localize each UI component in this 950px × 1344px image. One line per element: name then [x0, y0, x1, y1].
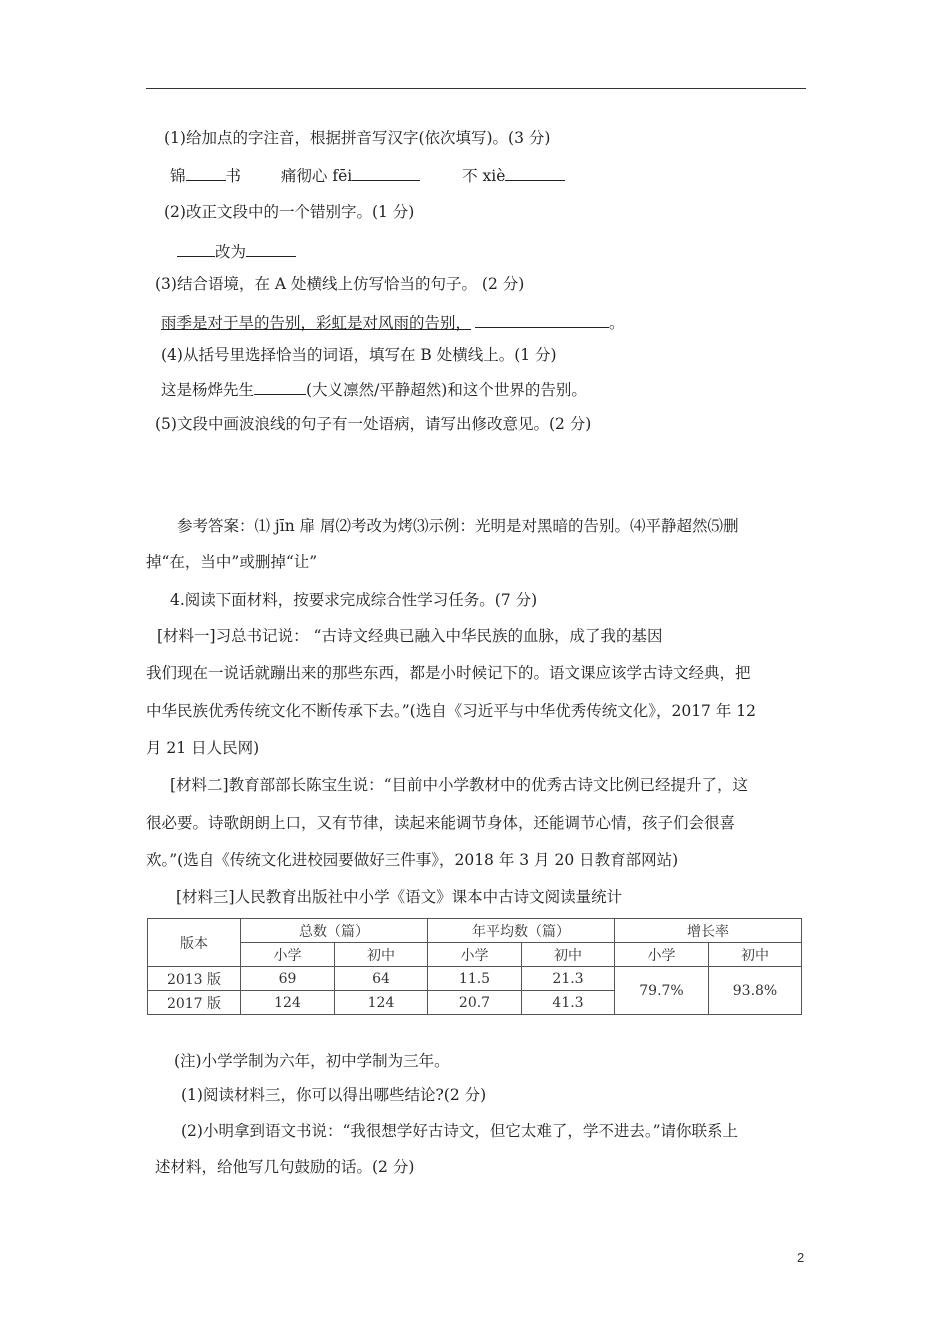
sentence-end: 。: [609, 314, 625, 332]
sub-junior: 初中: [335, 943, 428, 967]
header-growth: 增长率: [615, 919, 802, 943]
cell-total-primary: 124: [241, 991, 335, 1015]
header-average: 年平均数（篇）: [428, 919, 615, 943]
underlined-sentence: 雨季是对于旱的告别，彩虹是对风雨的告别，: [161, 314, 472, 332]
sub-primary: 小学: [241, 943, 335, 967]
answer-key-line2: 掉“在，当中”或删掉“让”: [146, 553, 318, 571]
sub-junior: 初中: [522, 943, 615, 967]
header-version: 版本: [148, 919, 241, 967]
table-note: (注)小学学制为六年，初中学制为三年。: [174, 1052, 450, 1070]
cell-growth-primary: 79.7%: [615, 967, 709, 1015]
q3-part3: (3)结合语境，在 A 处横线上仿写恰当的句子。 (2 分): [155, 275, 525, 293]
q3-part2: (2)改正文段中的一个错别字。(1 分): [164, 203, 415, 221]
q4-sub2-line1: (2)小明拿到语文书说：“我很想学好古诗文，但它太难了，学不进去。”请你联系上: [181, 1122, 739, 1140]
answer-key-line1: 参考答案：⑴ jīn 扉 屑⑵考改为烤⑶示例：光明是对黑暗的告别。⑷平静超然⑸删: [177, 517, 739, 535]
cell-growth-junior: 93.8%: [709, 967, 802, 1015]
part4-suffix: (大义凛然/平静超然)和这个世界的告别。: [306, 381, 587, 399]
cell-total-primary: 69: [241, 967, 335, 991]
material2-line2: 很必要。诗歌朗朗上口，又有节律，读起来能调节身体，还能调节心情，孩子们会很喜: [146, 814, 736, 832]
q3-part5: (5)文段中画波浪线的句子有一处语病，请写出修改意见。(2 分): [155, 415, 592, 433]
material1-line1: [材料一]习总书记说： “古诗文经典已融入中华民族的血脉，成了我的基因: [157, 627, 663, 645]
blank3-prefix: 不 xiè: [462, 167, 506, 185]
cell-total-junior: 64: [335, 967, 428, 991]
q4-sub2-line2: 述材料，给他写几句鼓励的话。(2 分): [155, 1158, 415, 1176]
q3-part4: (4)从括号里选择恰当的词语，填写在 B 处横线上。(1 分): [161, 346, 557, 364]
q3-part2-blanks: [177, 240, 296, 262]
answer-blank[interactable]: [505, 164, 565, 181]
page-number: 2: [797, 1250, 805, 1265]
cell-avg-junior: 21.3: [522, 967, 615, 991]
answer-blank[interactable]: [475, 311, 609, 328]
cell-avg-primary: 20.7: [428, 991, 522, 1015]
part4-prefix: 这是杨烨先生: [161, 381, 255, 399]
material2-line3: 欢。”(选自《传统文化进校园要做好三件事》，2018 年 3 月 20 日教育部网站): [146, 851, 679, 869]
sub-primary: 小学: [428, 943, 522, 967]
material3-title: [材料三]人民教育出版社中小学《语文》课本中古诗文阅读量统计: [176, 888, 623, 906]
sub-primary: 小学: [615, 943, 709, 967]
answer-blank[interactable]: [254, 378, 306, 395]
cell-avg-primary: 11.5: [428, 967, 522, 991]
blank2-prefix: 痛彻心 fēi: [280, 167, 353, 185]
header-rule: [146, 88, 806, 89]
q3-part3-sentence: [161, 311, 625, 333]
q4-sub1: (1)阅读材料三，你可以得出哪些结论?(2 分): [181, 1086, 487, 1104]
answer-blank[interactable]: [352, 164, 420, 181]
sub-junior: 初中: [709, 943, 802, 967]
q4-title: 4.阅读下面材料，按要求完成综合性学习任务。(7 分): [170, 591, 538, 609]
cell-version: 2017 版: [148, 991, 241, 1015]
material1-line4: 月 21 日人民网): [146, 739, 260, 757]
material1-line3: 中华民族优秀传统文化不断传承下去。”(选自《习近平与中华优秀传统文化》，2017 年 12: [146, 702, 756, 720]
answer-blank[interactable]: [177, 240, 215, 257]
q3-part1-blanks: [170, 164, 565, 186]
table-row: [148, 967, 802, 991]
blank-mid: 改为: [215, 243, 247, 261]
q3-part1: (1)给加点的字注音，根据拼音写汉字(依次填写)。(3 分): [164, 129, 551, 147]
cell-version: 2013 版: [148, 967, 241, 991]
answer-blank[interactable]: [186, 164, 226, 181]
header-total: 总数（篇）: [241, 919, 428, 943]
answer-blank[interactable]: [246, 240, 296, 257]
reading-stats-table: [147, 918, 802, 1015]
q3-part4-sentence: [161, 378, 587, 400]
blank1-prefix: 锦: [170, 167, 186, 185]
cell-total-junior: 124: [335, 991, 428, 1015]
material2-line1: [材料二]教育部部长陈宝生说：“目前中小学教材中的优秀古诗文比例已经提升了，这: [170, 776, 749, 794]
cell-avg-junior: 41.3: [522, 991, 615, 1015]
blank1-suffix: 书: [225, 167, 242, 185]
material1-line2: 我们现在一说话就蹦出来的那些东西，都是小时候记下的。语文课应该学古诗文经典，把: [146, 664, 751, 682]
